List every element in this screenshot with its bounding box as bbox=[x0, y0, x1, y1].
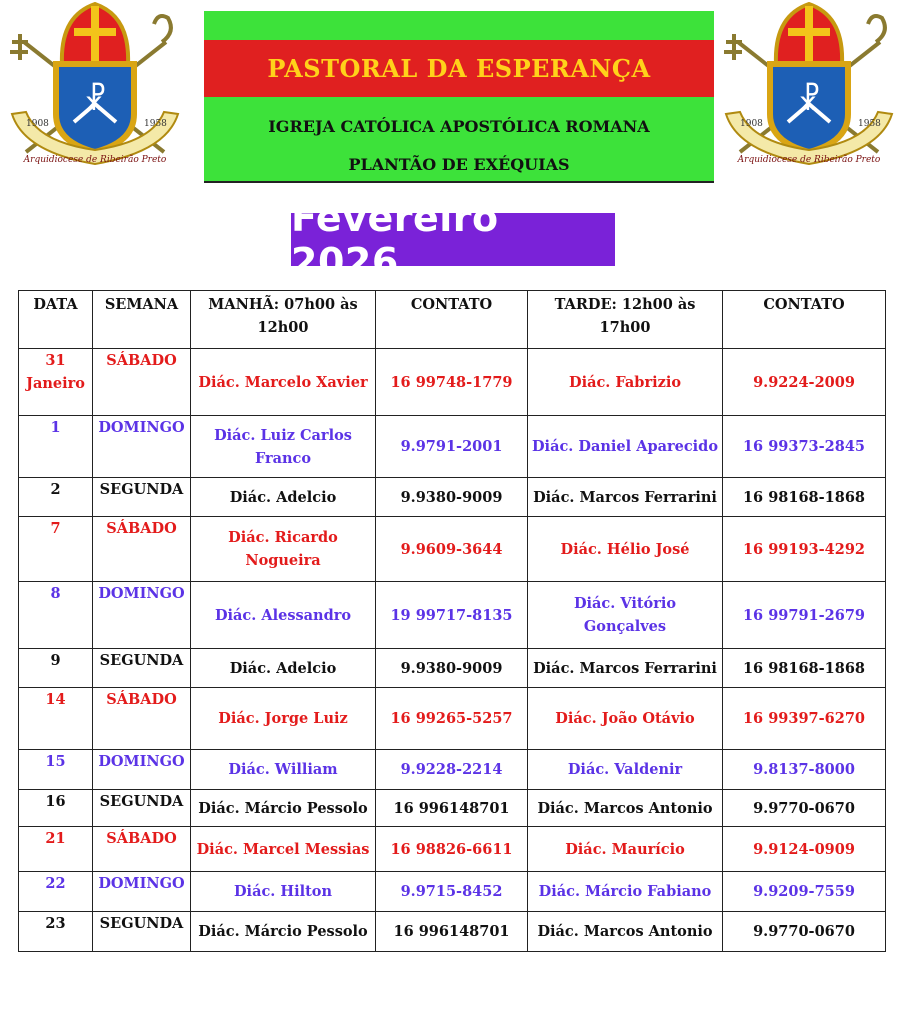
row-weekday: SEGUNDA bbox=[93, 790, 191, 827]
row-afternoon-deacon: Diác. Daniel Aparecido bbox=[528, 416, 723, 478]
row-afternoon-deacon: Diác. Maurício bbox=[528, 827, 723, 872]
row-date: 15 bbox=[19, 750, 93, 790]
row-morning-deacon: Diác. Márcio Pessolo bbox=[191, 790, 376, 827]
table-row bbox=[19, 649, 886, 688]
row-morning-deacon: Diác. Alessandro bbox=[191, 582, 376, 649]
crest-motto: Arquidiocese de Ribeirão Preto bbox=[737, 155, 881, 165]
row-afternoon-contact: 16 98168-1868 bbox=[723, 649, 886, 688]
table-row bbox=[19, 349, 886, 416]
table-header-row bbox=[19, 291, 886, 349]
row-morning-contact: 16 98826-6611 bbox=[376, 827, 528, 872]
row-morning-deacon: Diác. Ricardo Nogueira bbox=[191, 517, 376, 582]
row-weekday: SÁBADO bbox=[93, 349, 191, 416]
row-date: 16 bbox=[19, 790, 93, 827]
row-afternoon-contact: 9.8137-8000 bbox=[723, 750, 886, 790]
row-morning-contact: 16 99265-5257 bbox=[376, 688, 528, 750]
row-date: 22 bbox=[19, 872, 93, 912]
svg-text:☧: ☧ bbox=[83, 83, 107, 118]
crest-year-left: 1908 bbox=[740, 119, 763, 129]
row-weekday: SÁBADO bbox=[93, 827, 191, 872]
banner-subtitle-church: IGREJA CATÓLICA APOSTÓLICA ROMANA bbox=[268, 117, 650, 136]
header-banner bbox=[204, 11, 714, 183]
row-date: 21 bbox=[19, 827, 93, 872]
row-afternoon-deacon: Diác. Valdenir bbox=[528, 750, 723, 790]
row-afternoon-deacon: Diác. Marcos Antonio bbox=[528, 790, 723, 827]
row-date: 14 bbox=[19, 688, 93, 750]
col-header-contato-tarde: CONTATO bbox=[723, 291, 886, 349]
crest-motto: Arquidiocese de Ribeirão Preto bbox=[23, 155, 167, 165]
row-afternoon-deacon: Diác. Marcos Ferrarini bbox=[528, 478, 723, 517]
row-morning-contact: 9.9715-8452 bbox=[376, 872, 528, 912]
row-afternoon-contact: 9.9209-7559 bbox=[723, 872, 886, 912]
row-afternoon-contact: 16 98168-1868 bbox=[723, 478, 886, 517]
schedule-table bbox=[18, 290, 886, 952]
banner-green-top bbox=[204, 11, 714, 40]
col-header-semana: SEMANA bbox=[93, 291, 191, 349]
col-header-tarde: TARDE: 12h00 às 17h00 bbox=[528, 291, 723, 349]
row-afternoon-deacon: Diác. Hélio José bbox=[528, 517, 723, 582]
row-morning-contact: 16 996148701 bbox=[376, 912, 528, 952]
col-header-data: DATA bbox=[19, 291, 93, 349]
table-row bbox=[19, 416, 886, 478]
row-afternoon-contact: 16 99373-2845 bbox=[723, 416, 886, 478]
row-afternoon-deacon: Diác. Marcos Ferrarini bbox=[528, 649, 723, 688]
row-date: 31 Janeiro bbox=[19, 349, 93, 416]
svg-text:☧: ☧ bbox=[797, 83, 821, 118]
row-afternoon-contact: 9.9770-0670 bbox=[723, 912, 886, 952]
row-afternoon-contact: 16 99791-2679 bbox=[723, 582, 886, 649]
row-afternoon-deacon: Diác. Vitório Gonçalves bbox=[528, 582, 723, 649]
banner-red-stripe bbox=[204, 40, 714, 97]
row-afternoon-contact: 16 99193-4292 bbox=[723, 517, 886, 582]
row-afternoon-contact: 9.9224-2009 bbox=[723, 349, 886, 416]
row-morning-deacon: Diác. William bbox=[191, 750, 376, 790]
row-morning-contact: 9.9791-2001 bbox=[376, 416, 528, 478]
row-morning-contact: 9.9380-9009 bbox=[376, 478, 528, 517]
col-header-manha: MANHÃ: 07h00 às 12h00 bbox=[191, 291, 376, 349]
row-morning-deacon: Diác. Jorge Luiz bbox=[191, 688, 376, 750]
row-date: 2 bbox=[19, 478, 93, 517]
row-date: 1 bbox=[19, 416, 93, 478]
month-title: Fevereiro 2026 bbox=[291, 213, 615, 266]
row-morning-contact: 9.9228-2214 bbox=[376, 750, 528, 790]
row-morning-deacon: Diác. Adelcio bbox=[191, 649, 376, 688]
row-weekday: SEGUNDA bbox=[93, 912, 191, 952]
row-date: 9 bbox=[19, 649, 93, 688]
row-weekday: DOMINGO bbox=[93, 750, 191, 790]
row-morning-deacon: Diác. Marcel Messias bbox=[191, 827, 376, 872]
row-morning-deacon: Diác. Hilton bbox=[191, 872, 376, 912]
row-afternoon-contact: 9.9124-0909 bbox=[723, 827, 886, 872]
row-date: 8 bbox=[19, 582, 93, 649]
row-weekday: SÁBADO bbox=[93, 517, 191, 582]
row-date: 7 bbox=[19, 517, 93, 582]
table-row bbox=[19, 872, 886, 912]
row-morning-deacon: Diác. Marcelo Xavier bbox=[191, 349, 376, 416]
row-weekday: DOMINGO bbox=[93, 416, 191, 478]
row-weekday: SÁBADO bbox=[93, 688, 191, 750]
row-morning-contact: 19 99717-8135 bbox=[376, 582, 528, 649]
banner-title: PASTORAL DA ESPERANÇA bbox=[267, 54, 651, 83]
table-row bbox=[19, 827, 886, 872]
banner-subtitle-duty: PLANTÃO DE EXÉQUIAS bbox=[348, 155, 570, 174]
table-row bbox=[19, 517, 886, 582]
row-weekday: SEGUNDA bbox=[93, 649, 191, 688]
row-date: 23 bbox=[19, 912, 93, 952]
row-afternoon-deacon: Diác. João Otávio bbox=[528, 688, 723, 750]
crest-year-left: 1908 bbox=[26, 119, 49, 129]
col-header-contato-manha: CONTATO bbox=[376, 291, 528, 349]
row-morning-deacon: Diác. Márcio Pessolo bbox=[191, 912, 376, 952]
row-morning-deacon: Diác. Adelcio bbox=[191, 478, 376, 517]
row-afternoon-deacon: Diác. Marcos Antonio bbox=[528, 912, 723, 952]
row-afternoon-contact: 16 99397-6270 bbox=[723, 688, 886, 750]
row-afternoon-contact: 9.9770-0670 bbox=[723, 790, 886, 827]
archdiocese-crest-right bbox=[718, 2, 900, 172]
table-row bbox=[19, 478, 886, 517]
table-row bbox=[19, 688, 886, 750]
row-weekday: DOMINGO bbox=[93, 582, 191, 649]
row-afternoon-deacon: Diác. Fabrizio bbox=[528, 349, 723, 416]
table-row bbox=[19, 912, 886, 952]
table-row bbox=[19, 790, 886, 827]
row-morning-deacon: Diác. Luiz Carlos Franco bbox=[191, 416, 376, 478]
row-morning-contact: 9.9380-9009 bbox=[376, 649, 528, 688]
row-morning-contact: 9.9609-3644 bbox=[376, 517, 528, 582]
archdiocese-crest-left bbox=[4, 2, 186, 172]
row-weekday: DOMINGO bbox=[93, 872, 191, 912]
table-row bbox=[19, 582, 886, 649]
row-afternoon-deacon: Diác. Márcio Fabiano bbox=[528, 872, 723, 912]
table-row bbox=[19, 750, 886, 790]
row-morning-contact: 16 99748-1779 bbox=[376, 349, 528, 416]
row-morning-contact: 16 996148701 bbox=[376, 790, 528, 827]
row-weekday: SEGUNDA bbox=[93, 478, 191, 517]
crest-year-right: 1958 bbox=[144, 119, 167, 129]
crest-year-right: 1958 bbox=[858, 119, 881, 129]
